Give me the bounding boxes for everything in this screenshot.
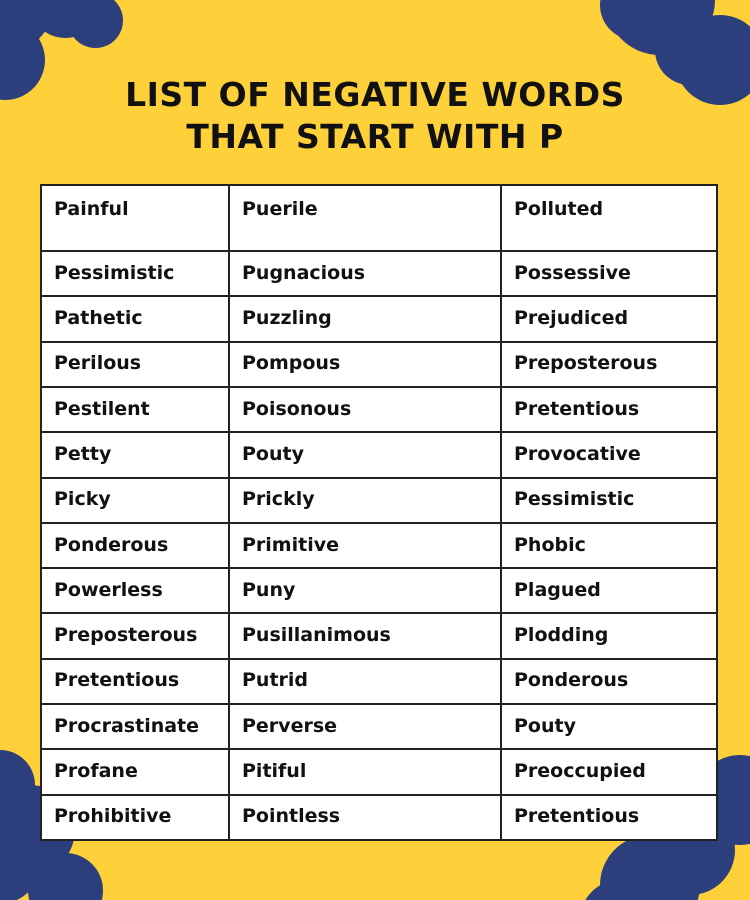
table-row [41,523,717,568]
title-line-1: LIST OF NEGATIVE WORDS [125,75,625,114]
word-cell: Ponderous [501,659,717,704]
word-cell: Pouty [501,704,717,749]
word-cell: Puerile [229,185,501,251]
word-cell: Preposterous [501,342,717,387]
word-cell: Polluted [501,185,717,251]
table-row [41,749,717,794]
word-cell: Preoccupied [501,749,717,794]
word-cell: Pessimistic [41,251,229,296]
table-row [41,387,717,432]
word-cell: Pretentious [501,387,717,432]
table-row [41,296,717,341]
table-row [41,659,717,704]
word-cell: Prickly [229,478,501,523]
word-cell: Pugnacious [229,251,501,296]
word-cell: Prohibitive [41,795,229,840]
table-row [41,478,717,523]
word-cell: Pompous [229,342,501,387]
word-cell: Primitive [229,523,501,568]
table-row [41,185,717,251]
word-cell: Pretentious [41,659,229,704]
word-cell: Pointless [229,795,501,840]
word-cell: Perilous [41,342,229,387]
word-cell: Poisonous [229,387,501,432]
table-row [41,795,717,840]
word-cell: Plagued [501,568,717,613]
word-cell: Petty [41,432,229,477]
word-cell: Prejudiced [501,296,717,341]
word-cell: Puny [229,568,501,613]
word-cell: Plodding [501,613,717,658]
table-row [41,342,717,387]
word-cell: Pretentious [501,795,717,840]
word-cell: Pouty [229,432,501,477]
table-row [41,704,717,749]
table-row [41,568,717,613]
word-cell: Pestilent [41,387,229,432]
word-cell: Pusillanimous [229,613,501,658]
word-cell: Ponderous [41,523,229,568]
page-title [0,74,750,158]
word-table-body [41,185,717,840]
table-row [41,251,717,296]
word-cell: Putrid [229,659,501,704]
word-cell: Profane [41,749,229,794]
table-row [41,432,717,477]
word-cell: Puzzling [229,296,501,341]
word-cell: Possessive [501,251,717,296]
word-cell: Pathetic [41,296,229,341]
word-cell: Phobic [501,523,717,568]
word-cell: Powerless [41,568,229,613]
word-cell: Procrastinate [41,704,229,749]
title-line-2: THAT START WITH P [186,117,564,156]
word-table [40,184,718,841]
word-cell: Painful [41,185,229,251]
corner-blob [68,0,123,48]
word-cell: Pessimistic [501,478,717,523]
word-cell: Pitiful [229,749,501,794]
word-cell: Perverse [229,704,501,749]
word-cell: Provocative [501,432,717,477]
word-cell: Picky [41,478,229,523]
table-row [41,613,717,658]
word-cell: Preposterous [41,613,229,658]
